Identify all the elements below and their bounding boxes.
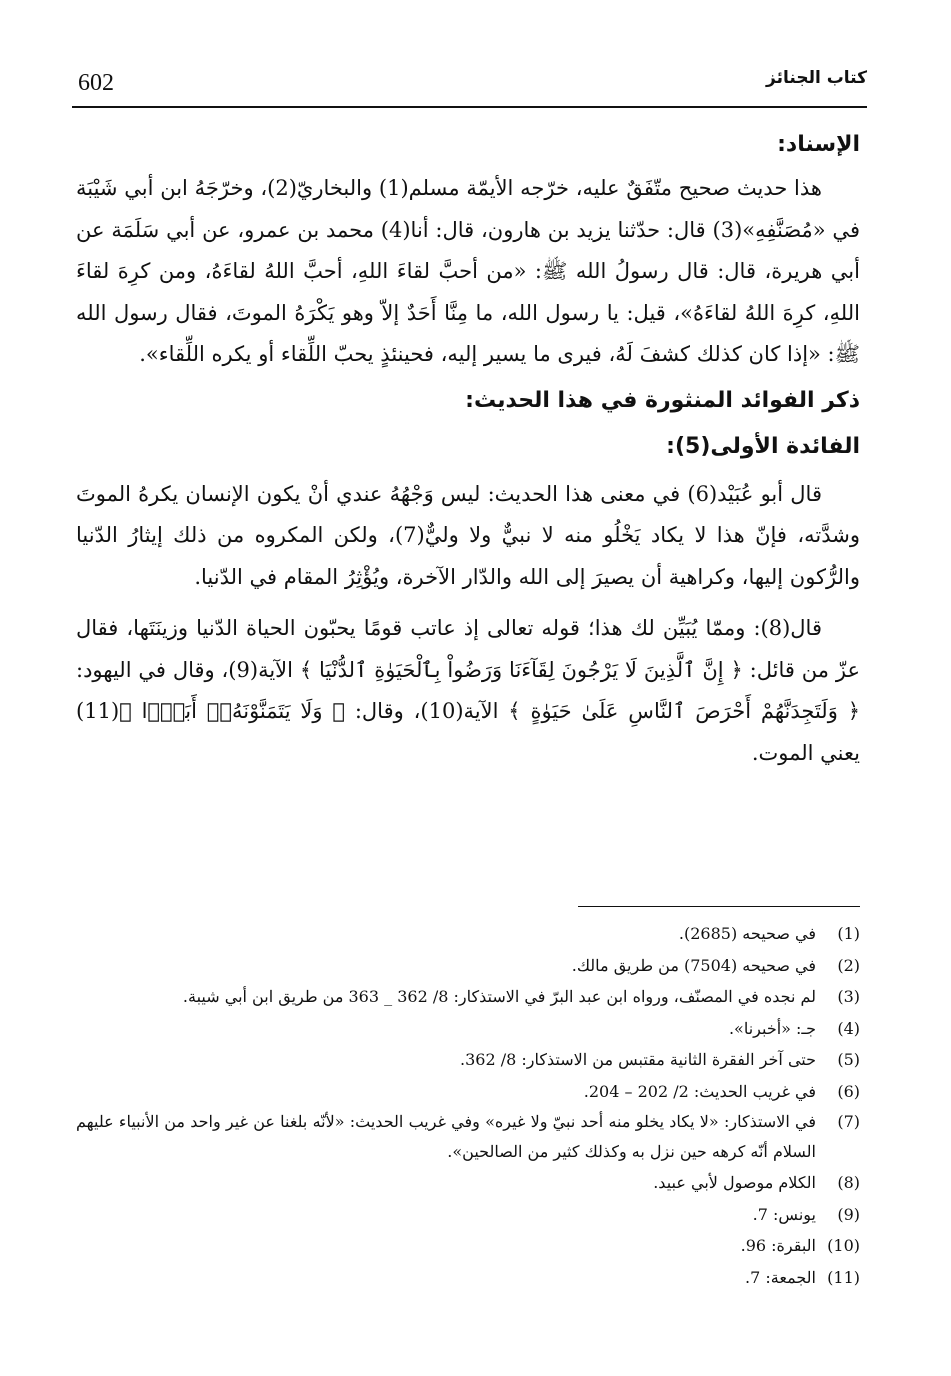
footnote-number: (4) (837, 1018, 860, 1038)
footnote-number: (8) (837, 1173, 860, 1192)
footnote-text: جـ: «أخبرنا». (728, 1018, 816, 1038)
footnote-text: يونس: 7. (752, 1204, 816, 1224)
footnote-item (76, 950, 860, 982)
footnote-item (76, 1076, 860, 1108)
paragraph-abu-ubayd: قال أبو عُبَيْد(6) في معنى هذا الحديث: ليس وَجْهُهُ عندي أنْ يكون الإنسان يكرهُ الموتَ وشدَّته، فإنّ هذا لا يكاد يَخْلُو منه لا نبيٌّ ولا وليٌّ(7)، ولكن المكروه من ذلك إيثارُ الدّنيا والرُّكون إليها، وكراهية أن يصيرَ إلى الله والدّار الآخرة، ويُؤْثِرُ المقام في الدّنيا. (76, 481, 860, 589)
footnote-item (76, 1199, 860, 1231)
book-title: كتاب الجنائز (766, 68, 867, 88)
isnad-heading: الإسناد: (777, 132, 860, 157)
footnote-text: في صحيحه (7504) من طريق مالك. (571, 955, 816, 975)
footnote-text: لم نجده في المصنّف، ورواه ابن عبد البرّ في الاستذكار: 8/ 362 _ 363 من طريق ابن أبي شيبة. (182, 987, 816, 1006)
footnote-text: الجمعة: 7. (745, 1267, 816, 1287)
footnote-number: (9) (837, 1204, 860, 1224)
footnote-number: (2) (837, 955, 860, 975)
footnote-number: (10) (827, 1236, 860, 1255)
footnote-text: البقرة: 96. (740, 1236, 816, 1255)
paragraph-spacer (76, 598, 860, 608)
paragraph-quran-verses: قال(8): وممّا يُبَيِّن لك هذا؛ قوله تعالى إذ عاتب قومًا يحبّون الحياة الدّنيا وزينَتَها، فقال عزّ من قائل: ﴿ إِنَّ ٱلَّذِينَ لَا يَرْجُونَ لِقَآءَنَا وَرَضُواْ بِٱلْحَيَوٰةِ ٱلدُّنْيَا ﴾ الآية(9)، وقال في اليهود: ﴿ وَلَتَجِدَنَّهُمْ أَحْرَصَ ٱلنَّاسِ عَلَىٰ حَيَوٰةٍ ﴾ الآية(10)، وقال: ﴿ وَلَا يَتَمَنَّوْنَهُۥٓ أَبَدًۢا ﴾(11) يعني الموت. (76, 616, 860, 765)
footnote-item (76, 1107, 860, 1167)
footnote-number: (11) (827, 1267, 860, 1287)
footnote-number: (6) (837, 1081, 860, 1101)
footnote-number: (7) (837, 1112, 860, 1131)
main-text (76, 120, 860, 774)
page-number: 602 (78, 70, 114, 96)
footnote-item (76, 1167, 860, 1199)
footnote-text: حتى آخر الفقرة الثانية مقتبس من الاستذكار: 8/ 362. (459, 1050, 816, 1069)
footnote-item (76, 981, 860, 1013)
footnote-text: في غريب الحديث: 2/ 202 – 204. (583, 1081, 816, 1101)
footnote-item (76, 918, 860, 950)
benefits-heading: ذكر الفوائد المنثورة في هذا الحديث: (465, 387, 860, 413)
header-divider (72, 106, 867, 108)
footnote-item (76, 1262, 860, 1294)
footnote-text: الكلام موصول لأبي عبيد. (653, 1173, 816, 1192)
isnad-paragraph: هذا حديث صحيح متّفَقٌ عليه، خرّجه الأيمّة مسلم(1) والبخاريّ(2)، وخرّجَهُ ابن أبي شَيْبَة في «مُصَنَّفِهِ»(3) قال: حدّثنا يزيد بن هارون، قال: أنا(4) محمد بن عمرو، عن أبي سَلَمَة عن أبي هريرة، قال: قال رسولُ الله ﷺ: «من أحبَّ لقاءَ اللهِ، أحبَّ اللهُ لقاءَهُ، ومن كرِهَ لقاءَ اللهِ، كرِهَ اللهُ لقاءَهُ»، قيل: يا رسول الله، ما مِنَّا أَحَدٌ إلاّ وهو يَكْرَهُ الموتَ، فقال رسول الله ﷺ: «إذا كان كذلك كشفَ لَهُ، فيرى ما يسير إليه، فحينئذٍ يحبّ اللِّقاء أو يكره اللِّقاء». (76, 176, 860, 366)
footnote-number: (3) (837, 987, 860, 1006)
footnote-number: (1) (837, 924, 860, 943)
footnote-item (76, 1013, 860, 1045)
first-benefit-heading: الفائدة الأولى(5): (666, 433, 860, 459)
footnote-divider (578, 906, 860, 907)
footnotes-list (76, 918, 860, 1293)
footnote-text: في صحيحه (2685). (678, 924, 816, 943)
running-header (72, 66, 867, 108)
footnote-item (76, 1044, 860, 1076)
footnote-number: (5) (837, 1050, 860, 1069)
footnote-item (76, 1230, 860, 1262)
footnote-text: في الاستذكار: «لا يكاد يخلو منه أحد نبيّ ولا غيره» وفي غريب الحديث: «لأنّه بلغنا عن غير واحد من الأنبياء عليهم السلام أنّه كرهه حين نزل به وكذلك كثير من الصالحين». (76, 1112, 816, 1161)
